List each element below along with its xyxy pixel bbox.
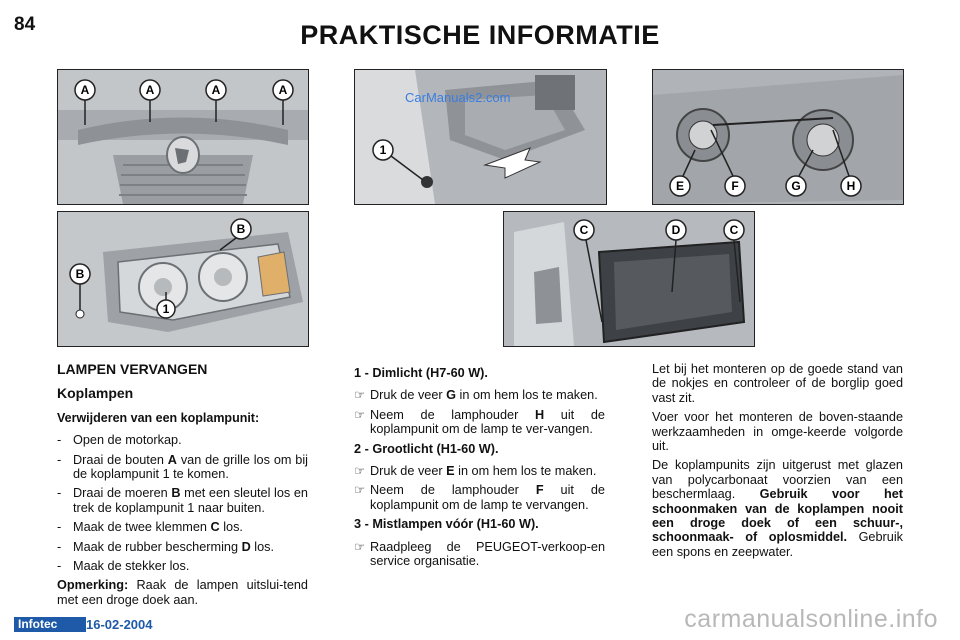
label-d: D	[671, 223, 681, 237]
label-b-1: B	[236, 222, 246, 236]
paragraph-1: Let bij het monteren op de goede stand van de nokjes en controleer of de borglip goed vast zit.	[652, 362, 903, 405]
list-item	[57, 486, 308, 515]
list-text-part: los.	[219, 520, 243, 535]
label-engine-1: 1	[379, 143, 387, 157]
list-item	[354, 464, 605, 478]
list-marker: -	[57, 520, 62, 535]
site-watermark: carmanualsonline.info	[684, 605, 938, 633]
label-c-1: C	[579, 223, 589, 237]
list-marker: -	[57, 539, 62, 554]
list-text-part: Open de motorkap.	[73, 433, 182, 448]
list-text-part: Raadpleeg de PEUGEOT-verkoop-en service organisatie.	[370, 539, 605, 569]
grootlicht-list	[354, 464, 605, 512]
headlamp-image	[57, 211, 309, 347]
list-text-part: Maak de stekker los.	[73, 559, 190, 574]
list-text-part: Maak de twee klemmen	[73, 520, 211, 535]
section-heading: LAMPEN VERVANGEN	[57, 361, 208, 377]
list-text	[370, 540, 605, 569]
list-text	[73, 453, 308, 482]
image-watermark: CarManuals2.com	[405, 90, 511, 105]
list-marker: ☞	[354, 483, 366, 498]
label-a-2: A	[145, 83, 155, 97]
grille-image	[57, 69, 309, 205]
list-marker: -	[57, 433, 62, 448]
list-text-part: Draai de moeren	[73, 486, 172, 501]
paragraph-2: Voer voor het monteren de boven-staande werkzaamheden in omge-keerde volgorde uit.	[652, 410, 903, 454]
mistlampen-list	[354, 540, 605, 569]
list-text-part: Neem de lamphouder	[370, 483, 536, 498]
label-a-1: A	[80, 83, 90, 97]
list-item	[57, 433, 308, 447]
list-item	[354, 388, 605, 402]
list-text-key: B	[171, 486, 181, 501]
mistlampen-heading: 3 - Mistlampen vóór (H1-60 W).	[354, 517, 539, 532]
label-c-2: C	[729, 223, 739, 237]
column-left	[57, 362, 308, 612]
list-text-part: los.	[250, 539, 275, 554]
list-text-key: A	[167, 452, 177, 467]
list-text	[73, 540, 308, 554]
list-marker: ☞	[354, 407, 366, 422]
list-text-part: uit de koplampunit om de lamp te ver-vangen.	[370, 407, 605, 437]
bulb-holders-image	[652, 69, 904, 205]
label-f: F	[731, 179, 739, 193]
list-marker: -	[57, 452, 62, 467]
procedure-heading: Verwijderen van een koplampunit:	[57, 410, 260, 425]
footer-date: 16-02-2004	[86, 617, 153, 632]
list-marker: -	[57, 559, 62, 574]
list-item	[354, 408, 605, 437]
rubber-cover-image	[503, 211, 755, 347]
list-text-part: Druk de veer	[370, 388, 447, 403]
procedure-list	[57, 433, 308, 573]
list-text-part: Maak de rubber bescherming	[73, 539, 242, 554]
note-text: Raak de lampen uitslui-tend met een droge doek aan.	[57, 578, 308, 607]
paragraph-3-intro: De koplampunits zijn uitgerust met glazen van polycarbonaat voorzien van een beschermlaag.	[652, 458, 903, 502]
label-a-4: A	[278, 83, 288, 97]
label-e: E	[675, 179, 685, 193]
list-marker: ☞	[354, 464, 366, 479]
column-right	[652, 362, 903, 564]
list-text-key: C	[210, 520, 220, 535]
list-text-part: met een sleutel los en trek de koplampunit 1 naar buiten.	[73, 486, 308, 515]
list-text	[73, 433, 308, 447]
label-g: G	[791, 179, 801, 193]
list-text-key: H	[534, 407, 545, 422]
note-label: Opmerking:	[57, 578, 129, 593]
paragraph-3-warning: Gebruik voor het schoonmaken van de koplampen nooit een droge doek of een schuur-, schoonmaak- of oplosmiddel.	[652, 487, 903, 545]
list-marker: -	[57, 486, 62, 501]
list-text-key: D	[241, 539, 251, 554]
label-b-2: B	[75, 267, 85, 281]
grootlicht-heading: 2 - Grootlicht (H1-60 W).	[354, 441, 499, 456]
list-text-part: van de grille los om bij de koplampunit 1 te komen.	[73, 452, 308, 482]
list-item	[57, 520, 308, 534]
list-text-part: uit de koplampunit om de lamp te vervangen.	[370, 483, 605, 512]
list-text-key: G	[446, 388, 457, 403]
infotec-logo: Infotec	[14, 617, 86, 632]
paragraph-3	[652, 458, 903, 559]
list-text-key: F	[535, 483, 544, 498]
list-text	[73, 486, 308, 515]
list-text	[370, 483, 605, 512]
list-item	[57, 453, 308, 482]
list-text	[73, 559, 308, 573]
page-number: 84	[14, 14, 36, 35]
list-text-part: in om hem los te maken.	[456, 388, 598, 403]
list-text	[370, 388, 605, 402]
list-item	[57, 559, 308, 573]
list-text-part: Neem de lamphouder	[370, 407, 535, 422]
list-text	[370, 464, 605, 478]
dimlicht-list	[354, 388, 605, 436]
page-title: PRAKTISCHE INFORMATIE	[300, 20, 660, 50]
label-h: H	[846, 179, 856, 193]
list-text-part: Druk de veer	[370, 464, 447, 479]
label-1: 1	[162, 302, 170, 316]
list-item	[354, 483, 605, 512]
list-text	[370, 408, 605, 437]
paragraph-3-end: Gebruik een spons en zeepwater.	[652, 530, 903, 559]
column-middle	[354, 362, 605, 573]
list-marker: ☞	[354, 539, 366, 554]
list-item	[354, 540, 605, 569]
list-marker: ☞	[354, 388, 366, 403]
list-text-part: Draai de bouten	[73, 452, 168, 467]
dimlicht-heading: 1 - Dimlicht (H7-60 W).	[354, 366, 488, 380]
list-text	[73, 520, 308, 534]
list-item	[57, 540, 308, 554]
section-subheading: Koplampen	[57, 385, 134, 402]
list-text-part: in om hem los te maken.	[454, 464, 597, 479]
label-a-3: A	[211, 83, 221, 97]
note	[57, 578, 308, 607]
list-text-key: E	[446, 464, 455, 479]
